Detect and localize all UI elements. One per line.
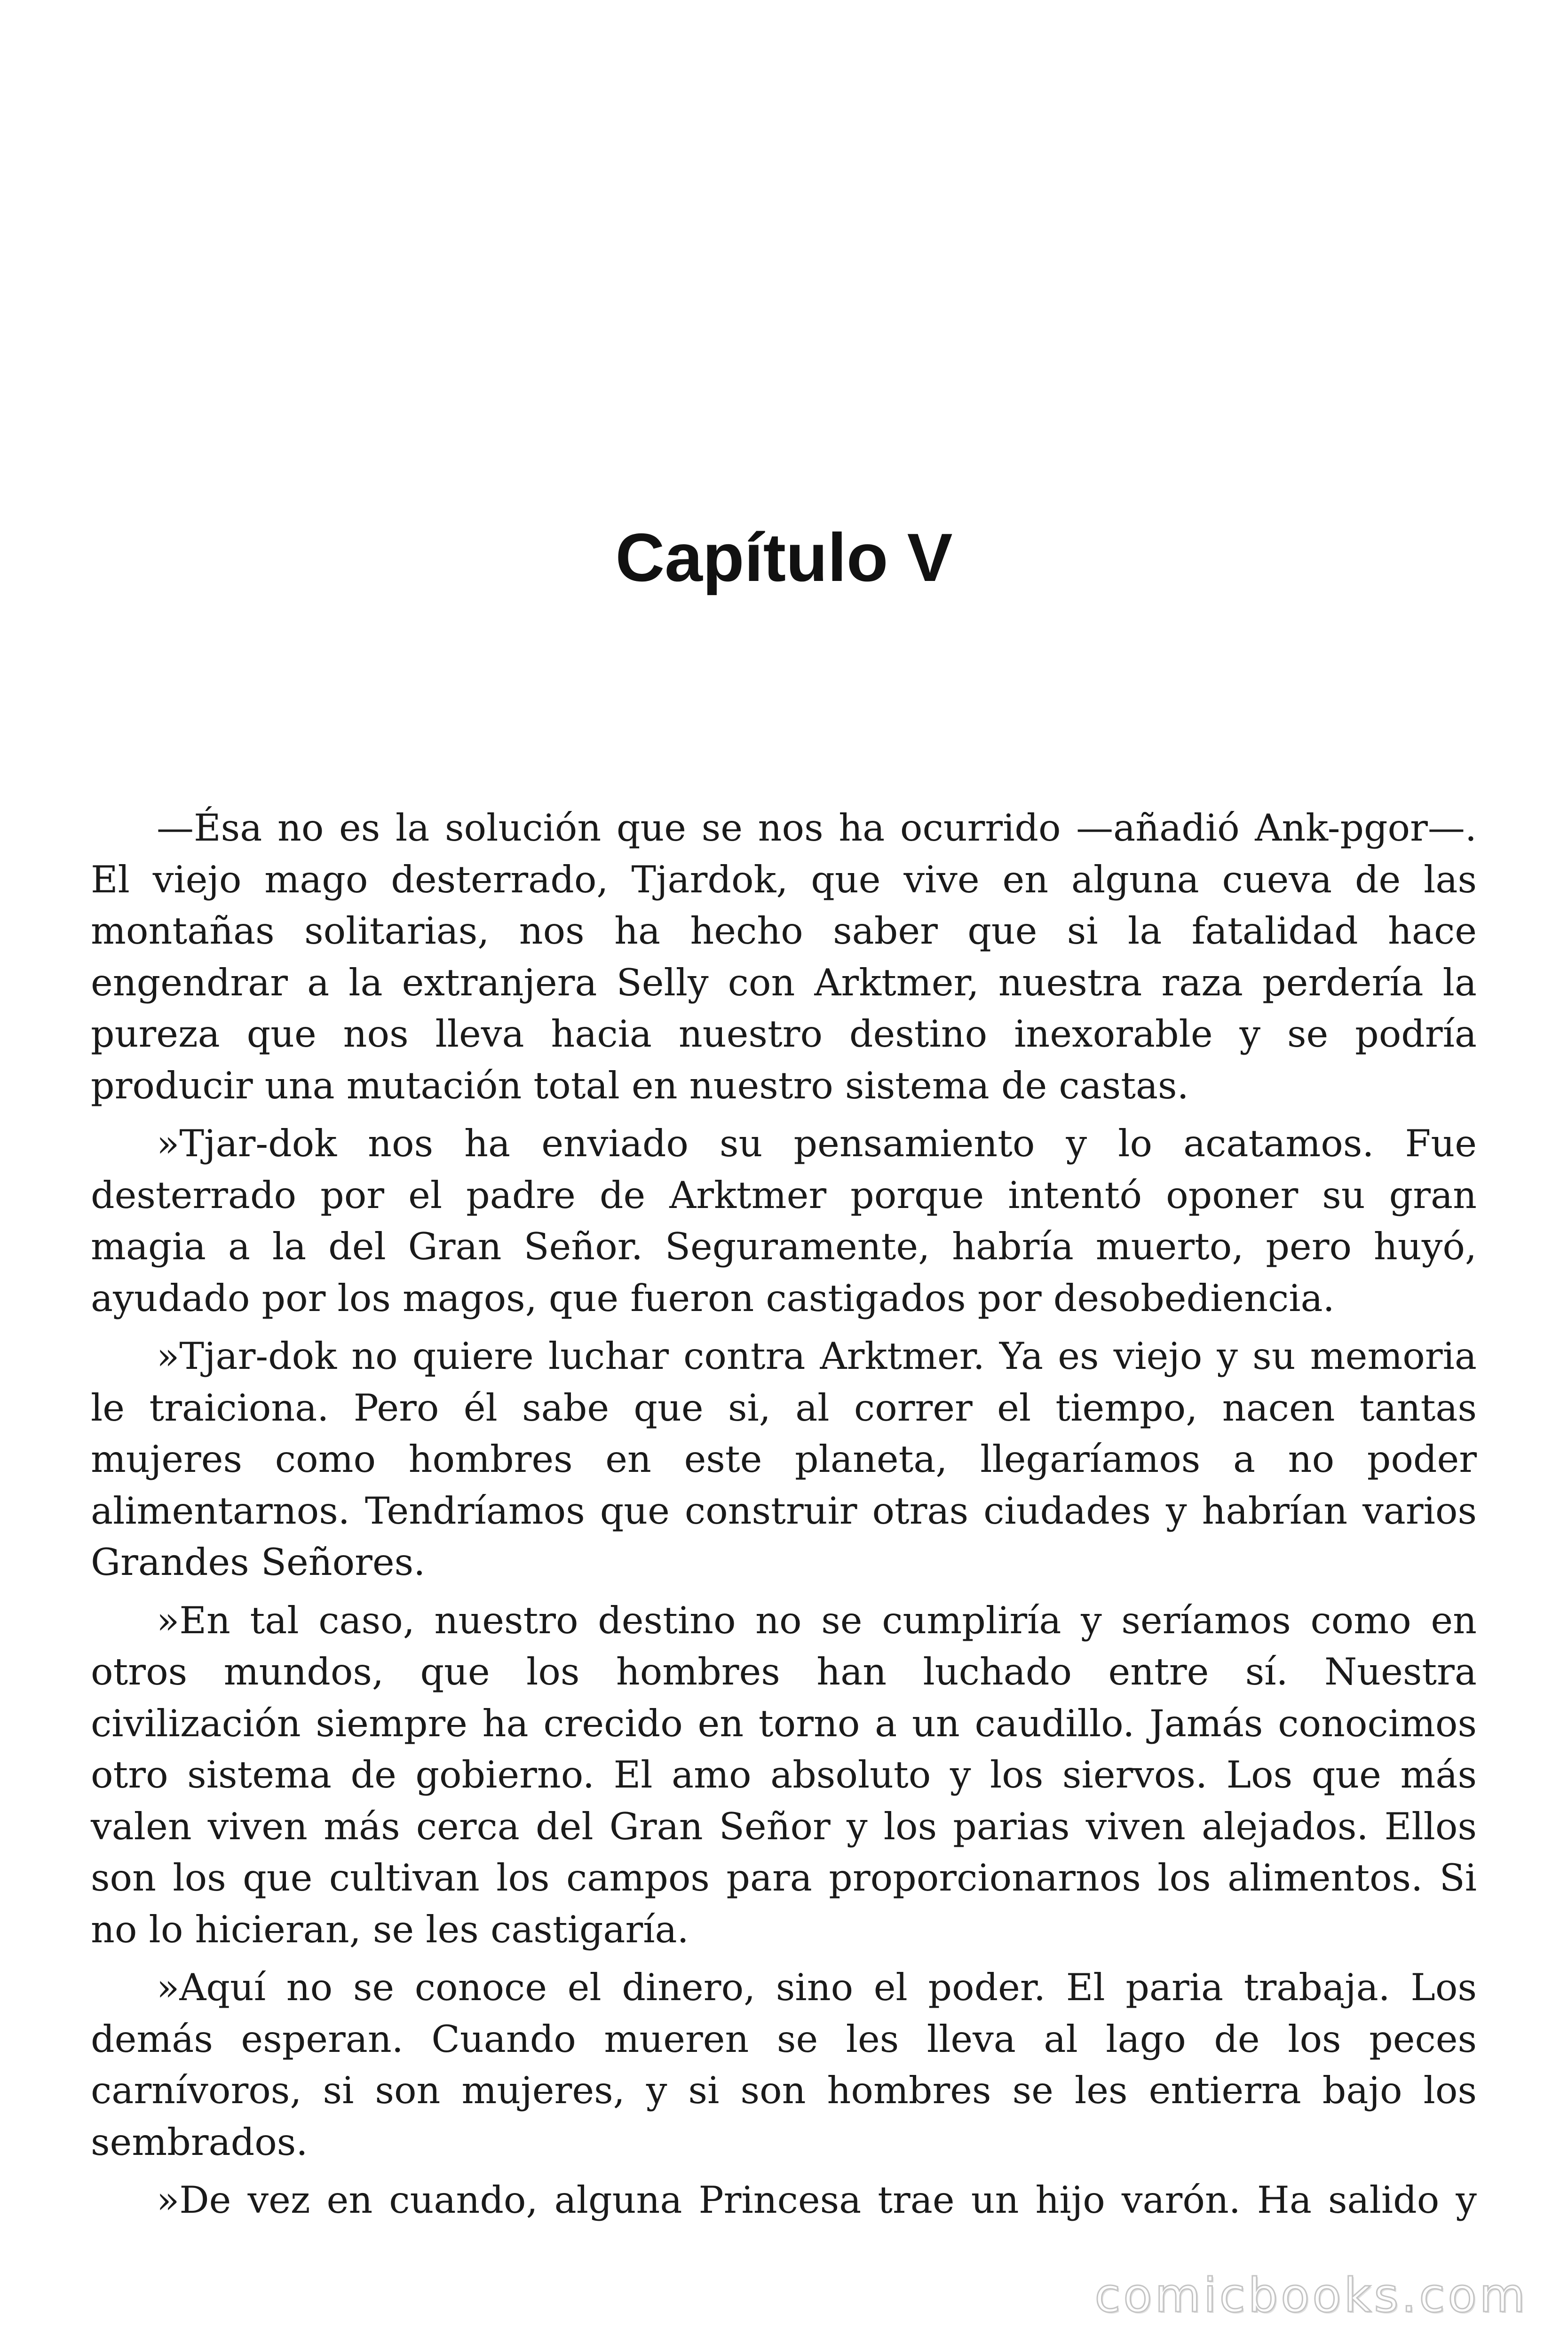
paragraph-6: »De vez en cuando, alguna Princesa trae un hijo varón. Ha salido y [157,2178,1477,2222]
paragraph-2: »Tjar-dok nos ha enviado su pensamiento y lo acatamos. Fue desterrado por el padre de Arktmer porque intentó oponer su gran magia a la del Gran Señor. Seguramente, habría muerto, pero huyó, ayudado por los magos, que fueron castigados por desobediencia. [91,1122,1477,1320]
watermark-logo: comicbooks.com [1094,2268,1528,2323]
paragraph-3: »Tjar-dok no quiere luchar contra Arktmer. Ya es viejo y su memoria le traiciona. Pero él sabe que si, al correr el tiempo, nacen tantas mujeres como hombres en este planeta, llegaríamos a no poder alimentarnos. Tendríamos que construir otras ciudades y habrían varios Grandes Señores. [91,1335,1477,1584]
paragraph-1: —Ésa no es la solución que se nos ha ocurrido —añadió Ank-pgor—. El viejo mago desterrado, Tjardok, que vive en alguna cueva de las montañas solitarias, nos ha hecho saber que si la fatalidad hace engendrar a la extranjera Selly con Arktmer, nuestra raza perdería la pureza que nos lleva hacia nuestro destino inexorable y se podría producir una mutación total en nuestro sistema de castas. [91,806,1477,1107]
chapter-title: Capítulo V [615,519,953,596]
chapter-body [91,803,1477,2233]
paragraph-4: »En tal caso, nuestro destino no se cumpliría y seríamos como en otros mundos, que los hombres han luchado entre sí. Nuestra civilización siempre ha crecido en torno a un caudillo. Jamás conocimos otro sistema de gobierno. El amo absoluto y los siervos. Los que más valen viven más cerca del Gran Señor y los parias viven alejados. Ellos son los que cultivan los campos para proporcionarnos los alimentos. Si no lo hicieran, se les castigaría. [91,1598,1477,1951]
paragraph-5: »Aquí no se conoce el dinero, sino el poder. El paria trabaja. Los demás esperan. Cuando mueren se les lleva al lago de los peces carnívoros, si son mujeres, y si son hombres se les entierra bajo los sembrados. [91,1966,1477,2164]
